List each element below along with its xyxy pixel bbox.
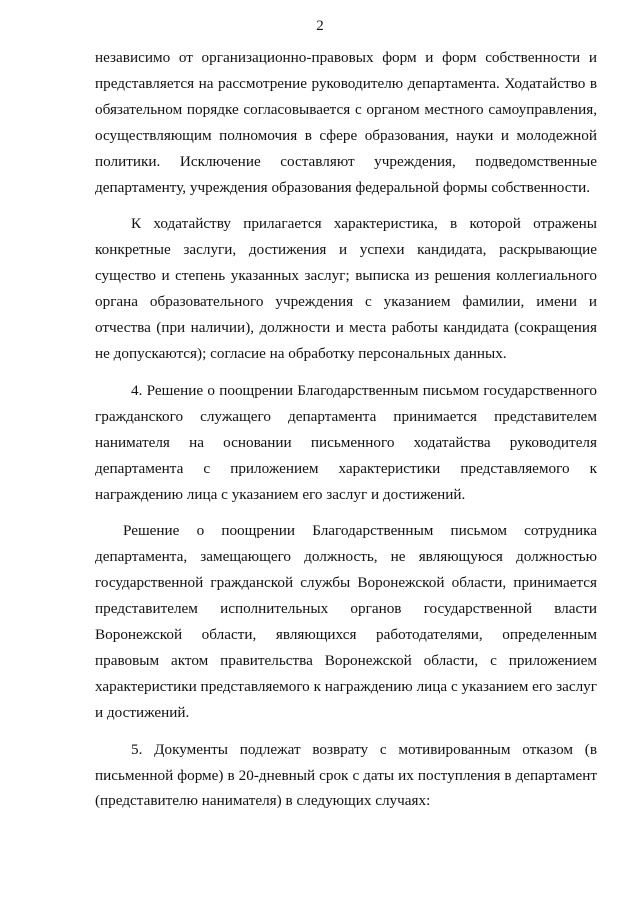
paragraph-item-4: 4. Решение о поощрении Благодарственным письмом государственного гражданского служащего департамента принимается представителем нанимателя на основании письменного ходатайства руководителя департамента с приложением характеристики представляемого к награждению лица с указанием его заслуг и достижений. xyxy=(95,381,597,503)
paragraph-item-5: 5. Документы подлежат возврату с мотивированным отказом (в письменной форме) в 20-дневный срок с даты их поступления в департамент (представителю нанимателя) в следующих случаях: xyxy=(95,740,597,810)
document-body xyxy=(95,45,597,814)
paragraph-employee-decision: Решение о поощрении Благодарственным письмом сотрудника департамента, замещающего должность, не являющуюся должностью государственной гражданской службы Воронежской области, принимается представителем исполнительных органов государственной власти Воронежской области, являющихся работодателями, определенным правовым актом правительства Воронежской области, с приложением характеристики представляемого к награждению лица с указанием его заслуг и достижений. xyxy=(95,522,597,721)
paragraph-continuation: независимо от организационно-правовых форм и форм собственности и представляется на рассмотрение руководителю департамента. Ходатайство в обязательном порядке согласовывается с органом местного самоуправления, осуществляющим полномочия в сфере образования, науки и молодежной политики. Исключение составляют учреждения, подведомственные департаменту, учреждения образования федеральной формы собственности. xyxy=(95,49,597,196)
paragraph-attachments: К ходатайству прилагается характеристика, в которой отражены конкретные заслуги, достижения и успехи кандидата, раскрывающие существо и степень указанных заслуг; выписка из решения коллегиального органа образовательного учреждения с указанием фамилии, имени и отчества (при наличии), должности и места работы кандидата (сокращения не допускаются); согласие на обработку персональных данных. xyxy=(95,215,597,362)
page-number: 2 xyxy=(316,18,324,34)
